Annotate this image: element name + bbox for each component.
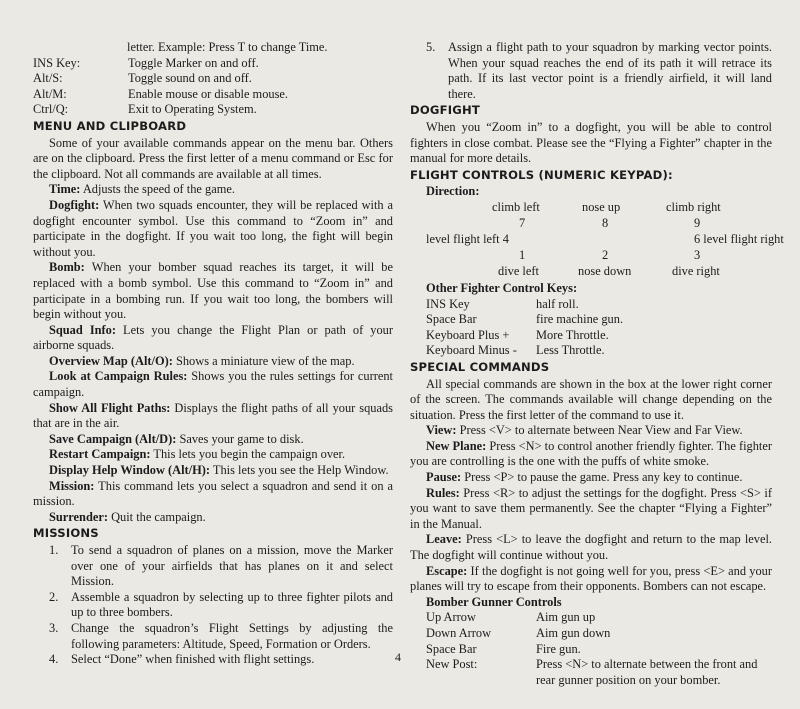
direction-keypad-diagram (410, 199, 784, 295)
entry-save-campaign (33, 432, 393, 448)
dive-left-label: dive left (498, 263, 539, 278)
entry-overview-map (33, 354, 393, 370)
top-line-continuation: letter. Example: Press T to change Time. (127, 40, 328, 54)
list-item (33, 543, 393, 590)
key-desc: Exit to Operating System. (128, 102, 257, 117)
entry-label: Dogfight: (49, 197, 100, 212)
entry-text: When two squads encounter, they will be replaced with a dogfight encounter symbol. Use this command to “Zoom in” and participate in the dogfight. If you wait too long, the fight will begin without you. (33, 197, 393, 259)
entry-label: View: (426, 423, 457, 438)
key-8: 8 (602, 215, 609, 230)
key-label: Up Arrow (426, 610, 476, 625)
item-number: 2. (49, 589, 59, 604)
list-item (33, 652, 393, 668)
entry-restart-campaign (33, 447, 393, 463)
special-view (410, 423, 772, 439)
key-label: Down Arrow (426, 626, 492, 640)
special-leave (410, 532, 772, 563)
key-label: INS Key: (33, 55, 81, 70)
entry-text: Press <N> to control another friendly fighter. The fighter you are controlling is the one with the puffs of white smoke. (410, 438, 773, 469)
item-text: Assign a flight path to your squadron by marking vector points. When your squad reaches the end of its path it will retrace its path. If its last vector point is a friendly airfield, it will land there. (448, 40, 772, 101)
entry-text: Displays the flight paths of all your squads that are in the air. (33, 400, 393, 431)
key-row (426, 642, 772, 658)
item-text: To send a squadron of planes on a mission, move the Marker over one of your airfields that has planes on it and select Mission. (71, 543, 393, 589)
key-label: Alt/S: (33, 71, 63, 86)
special-commands-heading: SPECIAL COMMANDS (410, 359, 550, 374)
entry-text: This command lets you select a squadron and send it on a mission. (33, 478, 393, 509)
entry-text: This lets you see the Help Window. (210, 463, 389, 478)
entry-text: Shows a miniature view of the map. (172, 353, 355, 368)
key-desc: Toggle Marker on and off. (128, 55, 259, 70)
menu-intro: Some of your available commands appear on the menu bar. Others are on the clipboard. Press the first letter of a menu command or Esc for the clipboard. Not all commands are available at all times. (33, 135, 393, 181)
key-2: 2 (602, 247, 609, 262)
page-number: 4 (395, 650, 401, 664)
entry-label: Surrender: (49, 509, 108, 524)
key-row (426, 312, 772, 328)
nose-down-label: nose down (578, 263, 632, 278)
entry-label: New Plane: (426, 438, 487, 453)
flight-controls-heading: FLIGHT CONTROLS (NUMERIC KEYPAD): (410, 167, 673, 182)
key-label: Ctrl/Q: (33, 102, 69, 117)
entry-label: Squad Info: (49, 322, 116, 337)
key-row (426, 626, 772, 642)
entry-label: Time: (49, 182, 81, 197)
level-left-label: level flight left 4 (426, 231, 509, 246)
item-text: Change the squadron’s Flight Settings by adjusting the following parameters: Altitude, Speed, Formation or Orders. (71, 620, 393, 651)
entry-label: Show All Flight Paths: (49, 400, 171, 415)
special-escape (410, 564, 772, 595)
entry-text: If the dogfight is not going well for you, press <E> and your planes will try to escape from their opponents. Bombers can not escape. (410, 563, 772, 594)
item-text: Assemble a squadron by selecting up to three fighter pilots and up to three bombers. (71, 589, 393, 620)
entry-mission (33, 479, 393, 510)
special-pause (410, 470, 772, 486)
key-desc: Less Throttle. (536, 343, 605, 358)
key-row (426, 657, 772, 688)
key-7: 7 (519, 215, 526, 230)
menu-heading: MENU AND CLIPBOARD (33, 118, 187, 133)
entry-label: Restart Campaign: (49, 447, 151, 462)
entry-dogfight (33, 198, 393, 260)
entry-label: Look at Campaign Rules: (49, 369, 188, 384)
entry-label: Leave: (426, 532, 462, 547)
entry-campaign-rules (33, 369, 393, 400)
key-label: Keyboard Minus - (426, 343, 517, 358)
entry-bomb (33, 260, 393, 322)
special-rules (410, 486, 772, 533)
key-9: 9 (694, 215, 701, 230)
entry-text: When your bomber squad reaches its target, it will be replaced with a bomb symbol. Use this command to “Zoom in” and participate in a bombing run. If you wait too long, the bombers will begin without you. (33, 260, 393, 322)
key-row (33, 71, 393, 87)
entry-time (33, 182, 393, 198)
key-label: Space Bar (426, 641, 477, 656)
entry-surrender (33, 510, 393, 526)
key-row (426, 343, 772, 359)
entry-flight-paths (33, 401, 393, 432)
right-column (410, 40, 784, 688)
key-desc: Enable mouse or disable mouse. (128, 86, 289, 101)
list-item (33, 621, 393, 652)
gunner-keys-list (410, 610, 772, 688)
entry-text: Press <V> to alternate between Near View and Far View. (456, 423, 743, 438)
key-row (426, 610, 772, 626)
key-desc: half roll. (536, 296, 579, 311)
dogfight-text: When you “Zoom in” to a dogfight, you will be able to control fighters in close combat. Please see the “Flying a Fighter” chapter in the manual for more details. (410, 119, 772, 166)
missions-list-cont (410, 40, 772, 102)
key-desc: More Throttle. (536, 327, 609, 342)
item-number: 5. (426, 40, 436, 54)
entry-text: Shows you the rules settings for current campaign. (33, 369, 393, 400)
key-label: Space Bar (426, 312, 477, 327)
key-desc: Fire gun. (536, 641, 581, 656)
gunner-label: Bomber Gunner Controls (426, 594, 562, 609)
key-desc: Press <N> to alternate between the front and rear gunner position on your bomber. (536, 657, 758, 687)
item-number: 1. (49, 543, 59, 557)
key-desc: Toggle sound on and off. (128, 71, 252, 86)
list-item (33, 590, 393, 621)
climb-left-label: climb left (492, 199, 540, 214)
direction-label: Direction: (426, 184, 480, 199)
climb-right-label: climb right (666, 199, 721, 214)
key-row (426, 328, 772, 344)
entry-label: Mission: (49, 478, 95, 493)
key-label: Keyboard Plus + (426, 327, 510, 342)
entry-text: Lets you change the Flight Plan or path of your airborne squads. (33, 322, 393, 353)
entry-text: Press <L> to leave the dogfight and return to the map level. The dogfight will continue without you. (410, 532, 772, 563)
key-list (33, 56, 393, 118)
key-desc: Aim gun up (536, 610, 596, 625)
dive-right-label: dive right (672, 263, 720, 278)
entry-squad-info (33, 323, 393, 354)
key-label: INS Key (426, 296, 470, 311)
entry-label: Save Campaign (Alt/D): (49, 431, 177, 446)
special-new-plane (410, 439, 772, 470)
entry-label: Overview Map (Alt/O): (49, 353, 173, 368)
other-keys-list (410, 297, 772, 359)
dogfight-heading: DOGFIGHT (410, 103, 480, 118)
missions-list (33, 543, 393, 668)
key-desc: Aim gun down (536, 626, 611, 640)
key-row (426, 297, 772, 313)
entry-label: Rules: (426, 485, 460, 500)
entry-text: This lets you begin the campaign over. (150, 447, 346, 462)
key-label: New Post: (426, 657, 478, 672)
level-right-label: 6 level flight right (694, 231, 784, 246)
key-row (33, 56, 393, 72)
key-desc: fire machine gun. (536, 312, 624, 327)
entry-label: Escape: (426, 563, 468, 578)
key-label: Alt/M: (33, 86, 67, 101)
entry-text: Press <P> to pause the game. Press any key to continue. (461, 470, 743, 485)
key-row (33, 102, 393, 118)
key-row (33, 87, 393, 103)
entry-text: Press <R> to adjust the settings for the dogfight. Press <S> if you want to save them permanently. See the chapter “Flying a Fighter” in the Manual. (410, 485, 772, 531)
item-number: 4. (49, 652, 59, 667)
key-3: 3 (694, 247, 701, 262)
item-text: Select “Done” when finished with flight settings. (71, 652, 315, 667)
nose-up-label: nose up (582, 199, 621, 214)
entry-text: Quit the campaign. (107, 509, 206, 524)
list-item (410, 40, 772, 102)
left-column (33, 40, 393, 668)
missions-heading: MISSIONS (33, 526, 99, 541)
entry-help-window (33, 463, 393, 479)
special-intro: All special commands are shown in the box at the lower right corner of the screen. The commands available will change depending on the situation. Press the first letter of the command to use it. (410, 376, 772, 422)
entry-label: Pause: (426, 470, 462, 485)
other-keys-label: Other Fighter Control Keys: (426, 280, 578, 295)
entry-text: Saves your game to disk. (176, 431, 304, 446)
entry-label: Display Help Window (Alt/H): (49, 463, 210, 478)
entry-text: Adjusts the speed of the game. (80, 182, 235, 197)
item-number: 3. (49, 620, 59, 635)
entry-label: Bomb: (49, 260, 85, 275)
key-1: 1 (519, 247, 526, 262)
